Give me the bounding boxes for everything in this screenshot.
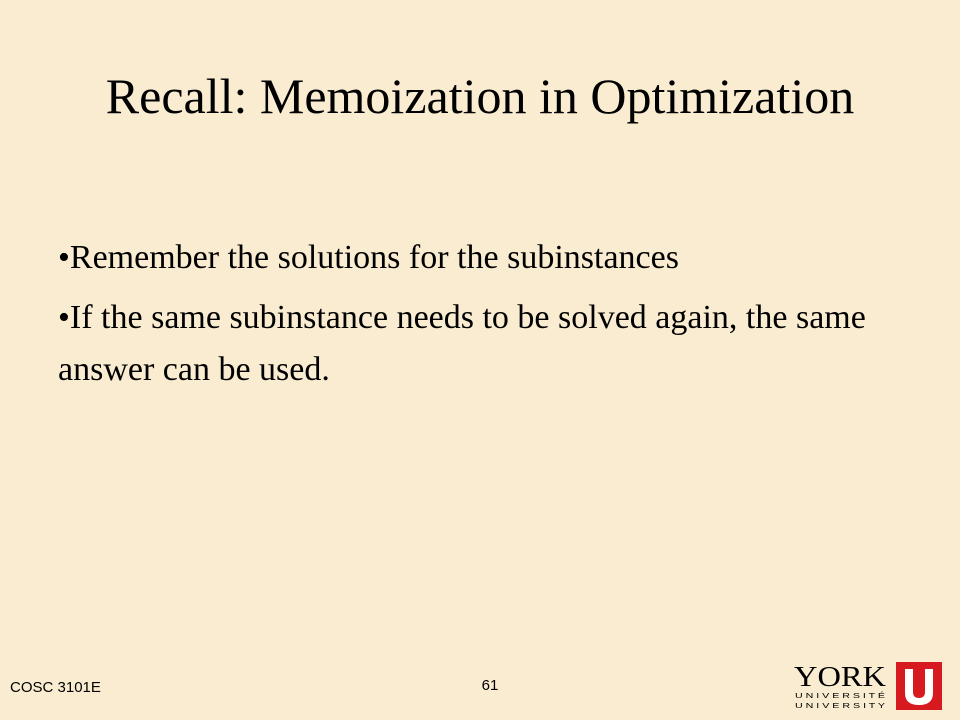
logo-line-fr: U N I V E R S I T É [795,693,855,700]
logo-wordmark: YORK [794,661,887,693]
bullet-item: •If the same subinstance needs to be solved again, the same answer can be used. [58,299,866,388]
logo-line-en: U N I V E R S I T Y [795,703,886,710]
logo-u-mark [896,662,942,710]
course-code: COSC 3101E [10,679,101,696]
slide-title: Recall: Memoization in Optimization [105,68,855,124]
york-university-logo [792,660,944,712]
bullet-list [58,232,938,404]
bullet-item: •Remember the solutions for the subinstances [58,239,679,276]
page-number: 61 [481,677,499,694]
